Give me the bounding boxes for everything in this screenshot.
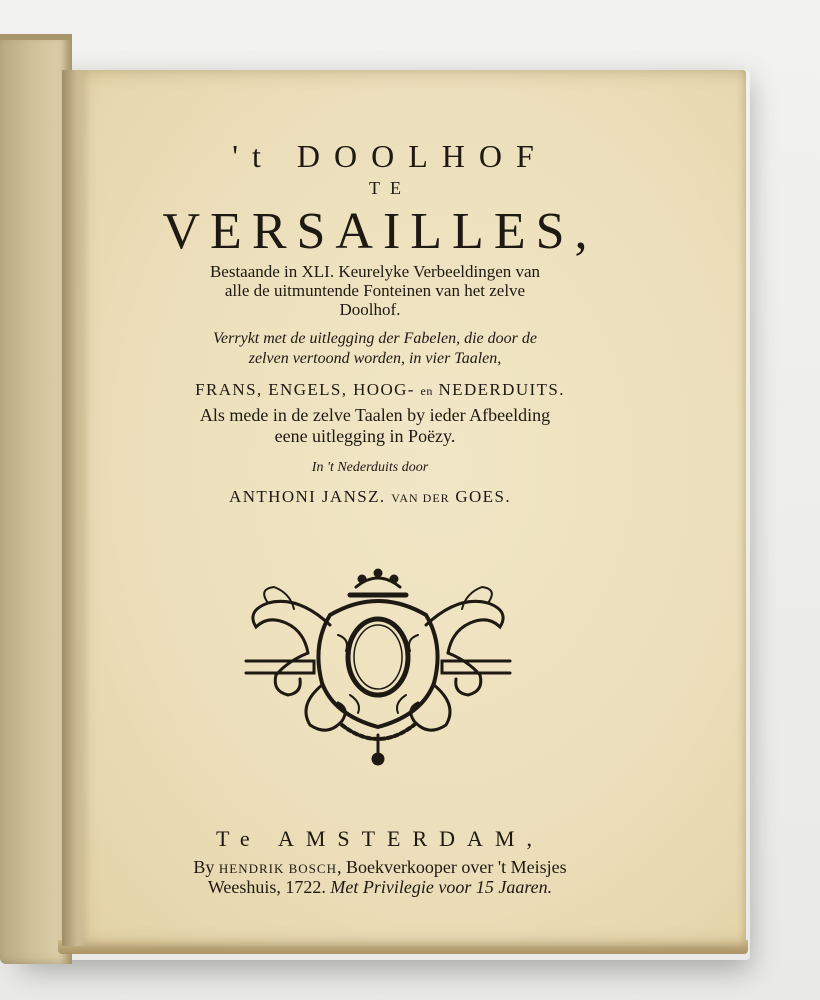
- also-line-2: eene uitlegging in Poëzy.: [274, 426, 456, 446]
- city-name: AMSTERDAM,: [277, 826, 545, 851]
- title-line-1: 't DOOLHOF: [232, 138, 548, 174]
- publisher-rest: , Boekverkooper over 't Meisjes: [336, 857, 567, 877]
- privilege-text: Met Privilegie voor 15 Jaaren.: [330, 877, 553, 897]
- also-line-1: Als mede in de zelve Taalen by ieder Afbeelding: [199, 405, 551, 425]
- title-line-3: VERSAILLES,: [162, 203, 598, 260]
- book-left-leaf-edge: [0, 34, 72, 40]
- book-gutter: [62, 70, 90, 946]
- italic-line-2: zelven vertoond worden, in vier Taalen,: [248, 350, 502, 367]
- subtitle-line-2: alle de uitmuntende Fonteinen van het zelve: [224, 281, 526, 300]
- languages-end: NEDERDUITS.: [432, 380, 565, 399]
- subtitle-line-1: Bestaande in XLI. Keurelyke Verbeeldingen van: [209, 262, 541, 281]
- author-line: [150, 487, 590, 507]
- subtitle-line-3: Doolhof.: [339, 300, 401, 319]
- languages-small: en: [420, 384, 433, 398]
- title-line-2: TE: [369, 178, 411, 198]
- publisher-line-1: [120, 857, 640, 878]
- publisher-by: By: [193, 857, 219, 877]
- publisher-place: Weeshuis, 1722.: [207, 877, 331, 897]
- italic-line-1: Verrykt met de uitlegging der Fabelen, die door de: [213, 330, 537, 347]
- author-small: VAN DER: [391, 491, 450, 505]
- translator-prefix: In 't Nederduits door: [311, 460, 429, 475]
- languages-main: FRANS, ENGELS, HOOG-: [195, 380, 421, 399]
- author-end: GOES.: [449, 487, 511, 506]
- crowned-cartouche-ornament: [238, 565, 518, 770]
- city-prefix: Te: [215, 826, 262, 851]
- publisher-line-2: [140, 877, 620, 898]
- languages-line: [120, 380, 640, 400]
- city-line: [190, 826, 570, 852]
- publisher-name: HENDRIK BOSCH: [218, 861, 337, 876]
- author-name: ANTHONI JANSZ.: [229, 487, 392, 506]
